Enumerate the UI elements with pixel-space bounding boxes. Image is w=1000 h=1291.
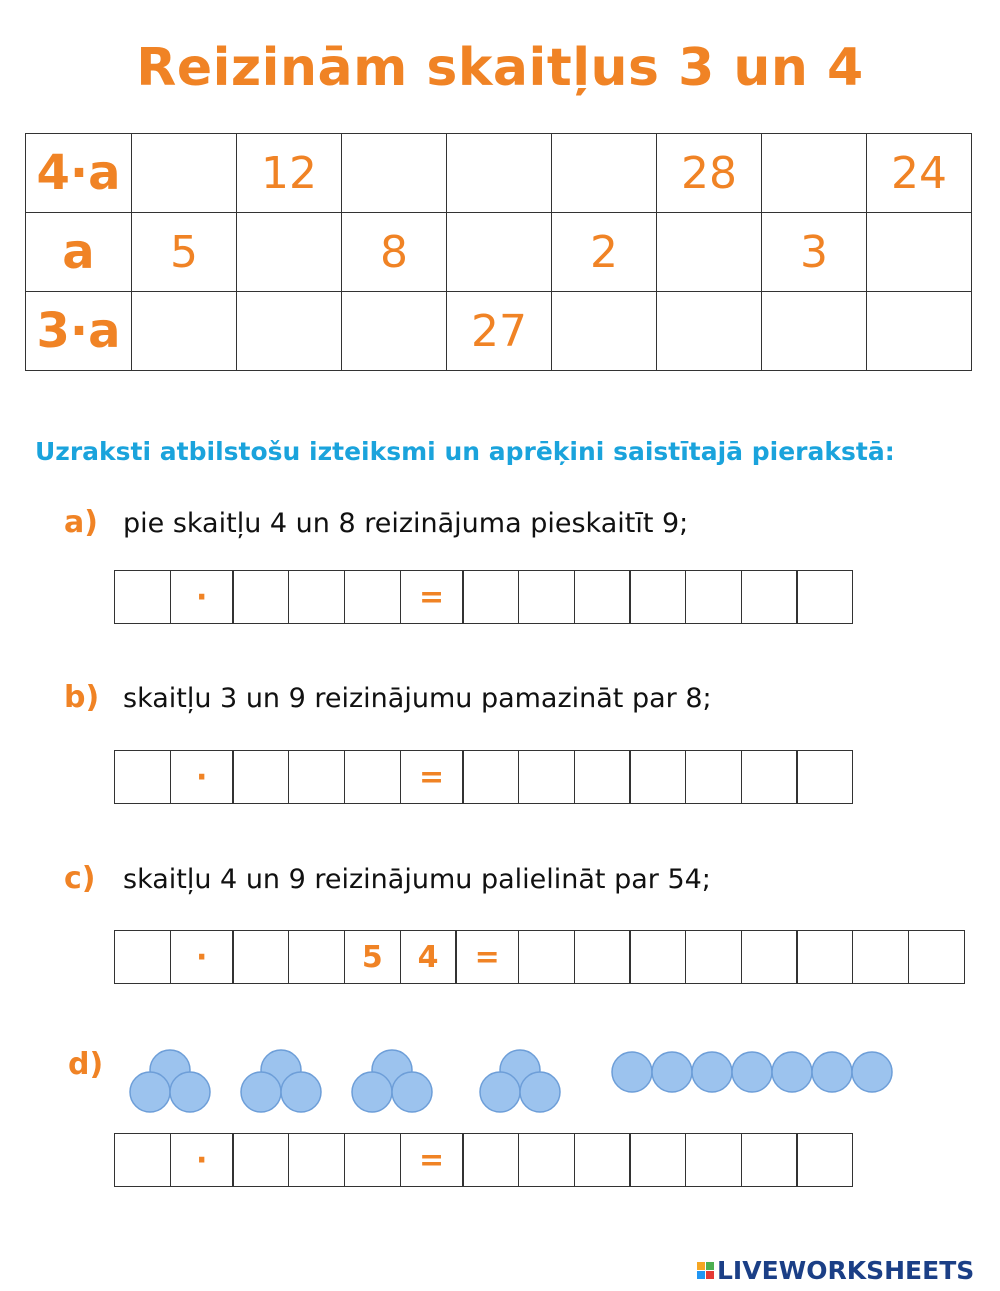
answer-box[interactable]: [288, 750, 345, 804]
answer-box[interactable]: [574, 930, 631, 984]
table-cell-input[interactable]: [867, 292, 971, 370]
answer-box[interactable]: [629, 1133, 686, 1187]
table-cell[interactable]: [657, 213, 762, 292]
ball-icon: [170, 1072, 210, 1112]
table-cell-input[interactable]: [342, 292, 446, 370]
answer-input[interactable]: [630, 931, 685, 983]
ball-icon: [480, 1072, 520, 1112]
table-cell-input[interactable]: [657, 292, 761, 370]
table-cell[interactable]: [237, 292, 342, 371]
answer-box[interactable]: [344, 1133, 401, 1187]
answer-box[interactable]: [462, 750, 519, 804]
answer-input[interactable]: [519, 751, 574, 803]
table-cell-input[interactable]: [552, 292, 656, 370]
answer-box[interactable]: [574, 750, 631, 804]
answer-input[interactable]: [115, 931, 170, 983]
answer-input[interactable]: [463, 571, 518, 623]
table-cell[interactable]: [447, 213, 552, 292]
table-cell-input[interactable]: [447, 134, 551, 212]
answer-input[interactable]: [289, 1134, 344, 1186]
answer-input[interactable]: [463, 751, 518, 803]
task-a-text: pie skaitļu 4 un 8 reizinājuma pieskaitīt 9;: [123, 508, 689, 539]
answer-box: ·: [170, 570, 234, 624]
task-b-text: skaitļu 3 un 9 reizinājumu pamazināt par 8;: [123, 683, 712, 714]
task-c-answer-row: [114, 930, 965, 984]
answer-input[interactable]: [289, 571, 344, 623]
answer-box[interactable]: [114, 570, 171, 624]
answer-box[interactable]: [232, 1133, 289, 1187]
answer-input[interactable]: [575, 931, 630, 983]
table-cell-input[interactable]: [342, 134, 446, 212]
ball-icon: [812, 1052, 852, 1092]
answer-box[interactable]: [852, 930, 909, 984]
answer-input[interactable]: [233, 571, 288, 623]
ball-icon: [241, 1072, 281, 1112]
task-b-label: b): [64, 680, 100, 715]
answer-input[interactable]: [686, 1134, 741, 1186]
multiplication-table: [25, 133, 972, 371]
table-cell-input[interactable]: [867, 213, 971, 291]
balls-svg: [120, 1040, 920, 1120]
answer-box[interactable]: [796, 930, 853, 984]
table-cell: 8: [342, 213, 447, 292]
answer-box[interactable]: [288, 570, 345, 624]
table-cell[interactable]: [657, 292, 762, 371]
answer-box: 4: [400, 930, 457, 984]
task-b-answer-row: [114, 750, 853, 804]
table-cell: 28: [657, 134, 762, 213]
table-cell[interactable]: [342, 292, 447, 371]
answer-input[interactable]: [233, 751, 288, 803]
answer-box[interactable]: [908, 930, 965, 984]
task-c-label: c): [64, 861, 96, 896]
table-cell-input[interactable]: [237, 213, 341, 291]
answer-input[interactable]: [233, 931, 288, 983]
answer-input[interactable]: [630, 571, 685, 623]
answer-input[interactable]: [742, 751, 797, 803]
answer-input[interactable]: [519, 931, 574, 983]
table-cell-input[interactable]: [762, 292, 866, 370]
answer-box[interactable]: [685, 570, 742, 624]
answer-input[interactable]: [289, 751, 344, 803]
answer-box[interactable]: [288, 1133, 345, 1187]
answer-box: ·: [170, 1133, 234, 1187]
table-cell[interactable]: [132, 292, 237, 371]
answer-box[interactable]: [518, 750, 575, 804]
ball-icon: [692, 1052, 732, 1092]
table-cell: 12: [237, 134, 342, 213]
answer-input[interactable]: [115, 571, 170, 623]
table-cell[interactable]: [867, 292, 972, 371]
ball-icon: [732, 1052, 772, 1092]
answer-box[interactable]: [232, 570, 289, 624]
answer-box[interactable]: [114, 1133, 171, 1187]
table-cell[interactable]: [132, 134, 237, 213]
answer-input[interactable]: [909, 931, 964, 983]
answer-input[interactable]: [233, 1134, 288, 1186]
table-cell: 3: [762, 213, 867, 292]
answer-input[interactable]: [575, 1134, 630, 1186]
ball-icon: [772, 1052, 812, 1092]
ball-icon: [130, 1072, 170, 1112]
ball-icon: [852, 1052, 892, 1092]
answer-input[interactable]: [797, 931, 852, 983]
answer-box: =: [400, 1133, 464, 1187]
answer-box[interactable]: [796, 750, 853, 804]
answer-input[interactable]: [115, 751, 170, 803]
answer-box[interactable]: [685, 1133, 742, 1187]
table-cell-input[interactable]: [132, 292, 236, 370]
answer-box[interactable]: [796, 1133, 853, 1187]
answer-input[interactable]: [630, 1134, 685, 1186]
table-cell[interactable]: [237, 213, 342, 292]
task-c-text: skaitļu 4 un 9 reizinājumu palielināt par 54;: [123, 864, 711, 895]
table-row: [26, 134, 972, 213]
table-row: [26, 213, 972, 292]
answer-input[interactable]: [519, 571, 574, 623]
row-header: a: [26, 213, 132, 292]
liveworksheets-logo: [697, 1256, 974, 1285]
table-cell-input[interactable]: [762, 134, 866, 212]
ball-icon: [392, 1072, 432, 1112]
answer-input[interactable]: [742, 571, 797, 623]
answer-input[interactable]: [575, 751, 630, 803]
table-cell: 5: [132, 213, 237, 292]
table-cell: 27: [447, 292, 552, 371]
instruction-text: Uzraksti atbilstošu izteiksmi un aprēķini saistītajā pierakstā:: [35, 437, 895, 466]
answer-box[interactable]: [518, 570, 575, 624]
answer-input[interactable]: [853, 931, 908, 983]
answer-box[interactable]: [574, 570, 631, 624]
answer-box[interactable]: [741, 1133, 798, 1187]
row-header: 4·a: [26, 134, 132, 213]
ball-icon: [281, 1072, 321, 1112]
answer-box[interactable]: [344, 570, 401, 624]
task-a-label: a): [64, 505, 98, 540]
answer-box[interactable]: [288, 930, 345, 984]
answer-input[interactable]: [345, 751, 400, 803]
answer-input[interactable]: [686, 571, 741, 623]
answer-box[interactable]: [232, 750, 289, 804]
ball-icon: [520, 1072, 560, 1112]
table-cell[interactable]: [342, 134, 447, 213]
answer-box[interactable]: [685, 750, 742, 804]
table-cell-input[interactable]: [132, 134, 236, 212]
answer-input[interactable]: [797, 571, 852, 623]
answer-box: =: [400, 750, 464, 804]
ball-illustration: [120, 1040, 920, 1120]
answer-box[interactable]: [629, 750, 686, 804]
answer-box[interactable]: [114, 930, 171, 984]
answer-box[interactable]: [741, 930, 798, 984]
task-d-answer-row: [114, 1133, 853, 1187]
table-cell[interactable]: [762, 292, 867, 371]
ball-icon: [652, 1052, 692, 1092]
table-row: [26, 292, 972, 371]
table-cell[interactable]: [552, 292, 657, 371]
answer-box[interactable]: [518, 930, 575, 984]
answer-box[interactable]: [462, 1133, 519, 1187]
answer-input[interactable]: [345, 1134, 400, 1186]
ball-icon: [612, 1052, 652, 1092]
answer-box[interactable]: [685, 930, 742, 984]
table-cell[interactable]: [552, 134, 657, 213]
page-title: Reizinām skaitļus 3 un 4: [136, 38, 864, 98]
answer-input[interactable]: [463, 1134, 518, 1186]
answer-input[interactable]: [686, 931, 741, 983]
table-cell: 2: [552, 213, 657, 292]
answer-box[interactable]: [344, 750, 401, 804]
answer-box: =: [400, 570, 464, 624]
table-cell-input[interactable]: [657, 213, 761, 291]
answer-input[interactable]: [797, 1134, 852, 1186]
answer-box[interactable]: [741, 750, 798, 804]
answer-input[interactable]: [742, 931, 797, 983]
answer-box[interactable]: [518, 1133, 575, 1187]
answer-box[interactable]: [114, 750, 171, 804]
answer-input[interactable]: [797, 751, 852, 803]
answer-input[interactable]: [115, 1134, 170, 1186]
answer-input[interactable]: [345, 571, 400, 623]
table-cell[interactable]: [762, 134, 867, 213]
row-header: 3·a: [26, 292, 132, 371]
answer-box[interactable]: [574, 1133, 631, 1187]
answer-box[interactable]: [629, 570, 686, 624]
answer-input[interactable]: [575, 571, 630, 623]
answer-box: ·: [170, 750, 234, 804]
answer-input[interactable]: [686, 751, 741, 803]
table-cell-input[interactable]: [447, 213, 551, 291]
answer-box: 5: [344, 930, 401, 984]
logo-text: LIVEWORKSHEETS: [717, 1256, 975, 1285]
logo-mark-icon: [697, 1262, 714, 1279]
answer-box[interactable]: [796, 570, 853, 624]
task-a-answer-row: [114, 570, 853, 624]
table-cell[interactable]: [867, 213, 972, 292]
answer-input[interactable]: [289, 931, 344, 983]
answer-box: ·: [170, 930, 234, 984]
answer-box[interactable]: [741, 570, 798, 624]
answer-box: =: [455, 930, 519, 984]
answer-input[interactable]: [630, 751, 685, 803]
answer-box[interactable]: [629, 930, 686, 984]
table-cell[interactable]: [447, 134, 552, 213]
answer-box[interactable]: [462, 570, 519, 624]
ball-icon: [352, 1072, 392, 1112]
table-cell-input[interactable]: [237, 292, 341, 370]
answer-input[interactable]: [742, 1134, 797, 1186]
answer-input[interactable]: [519, 1134, 574, 1186]
table-cell-input[interactable]: [552, 134, 656, 212]
table-cell: 24: [867, 134, 972, 213]
answer-box[interactable]: [232, 930, 289, 984]
task-d-label: d): [68, 1047, 104, 1082]
